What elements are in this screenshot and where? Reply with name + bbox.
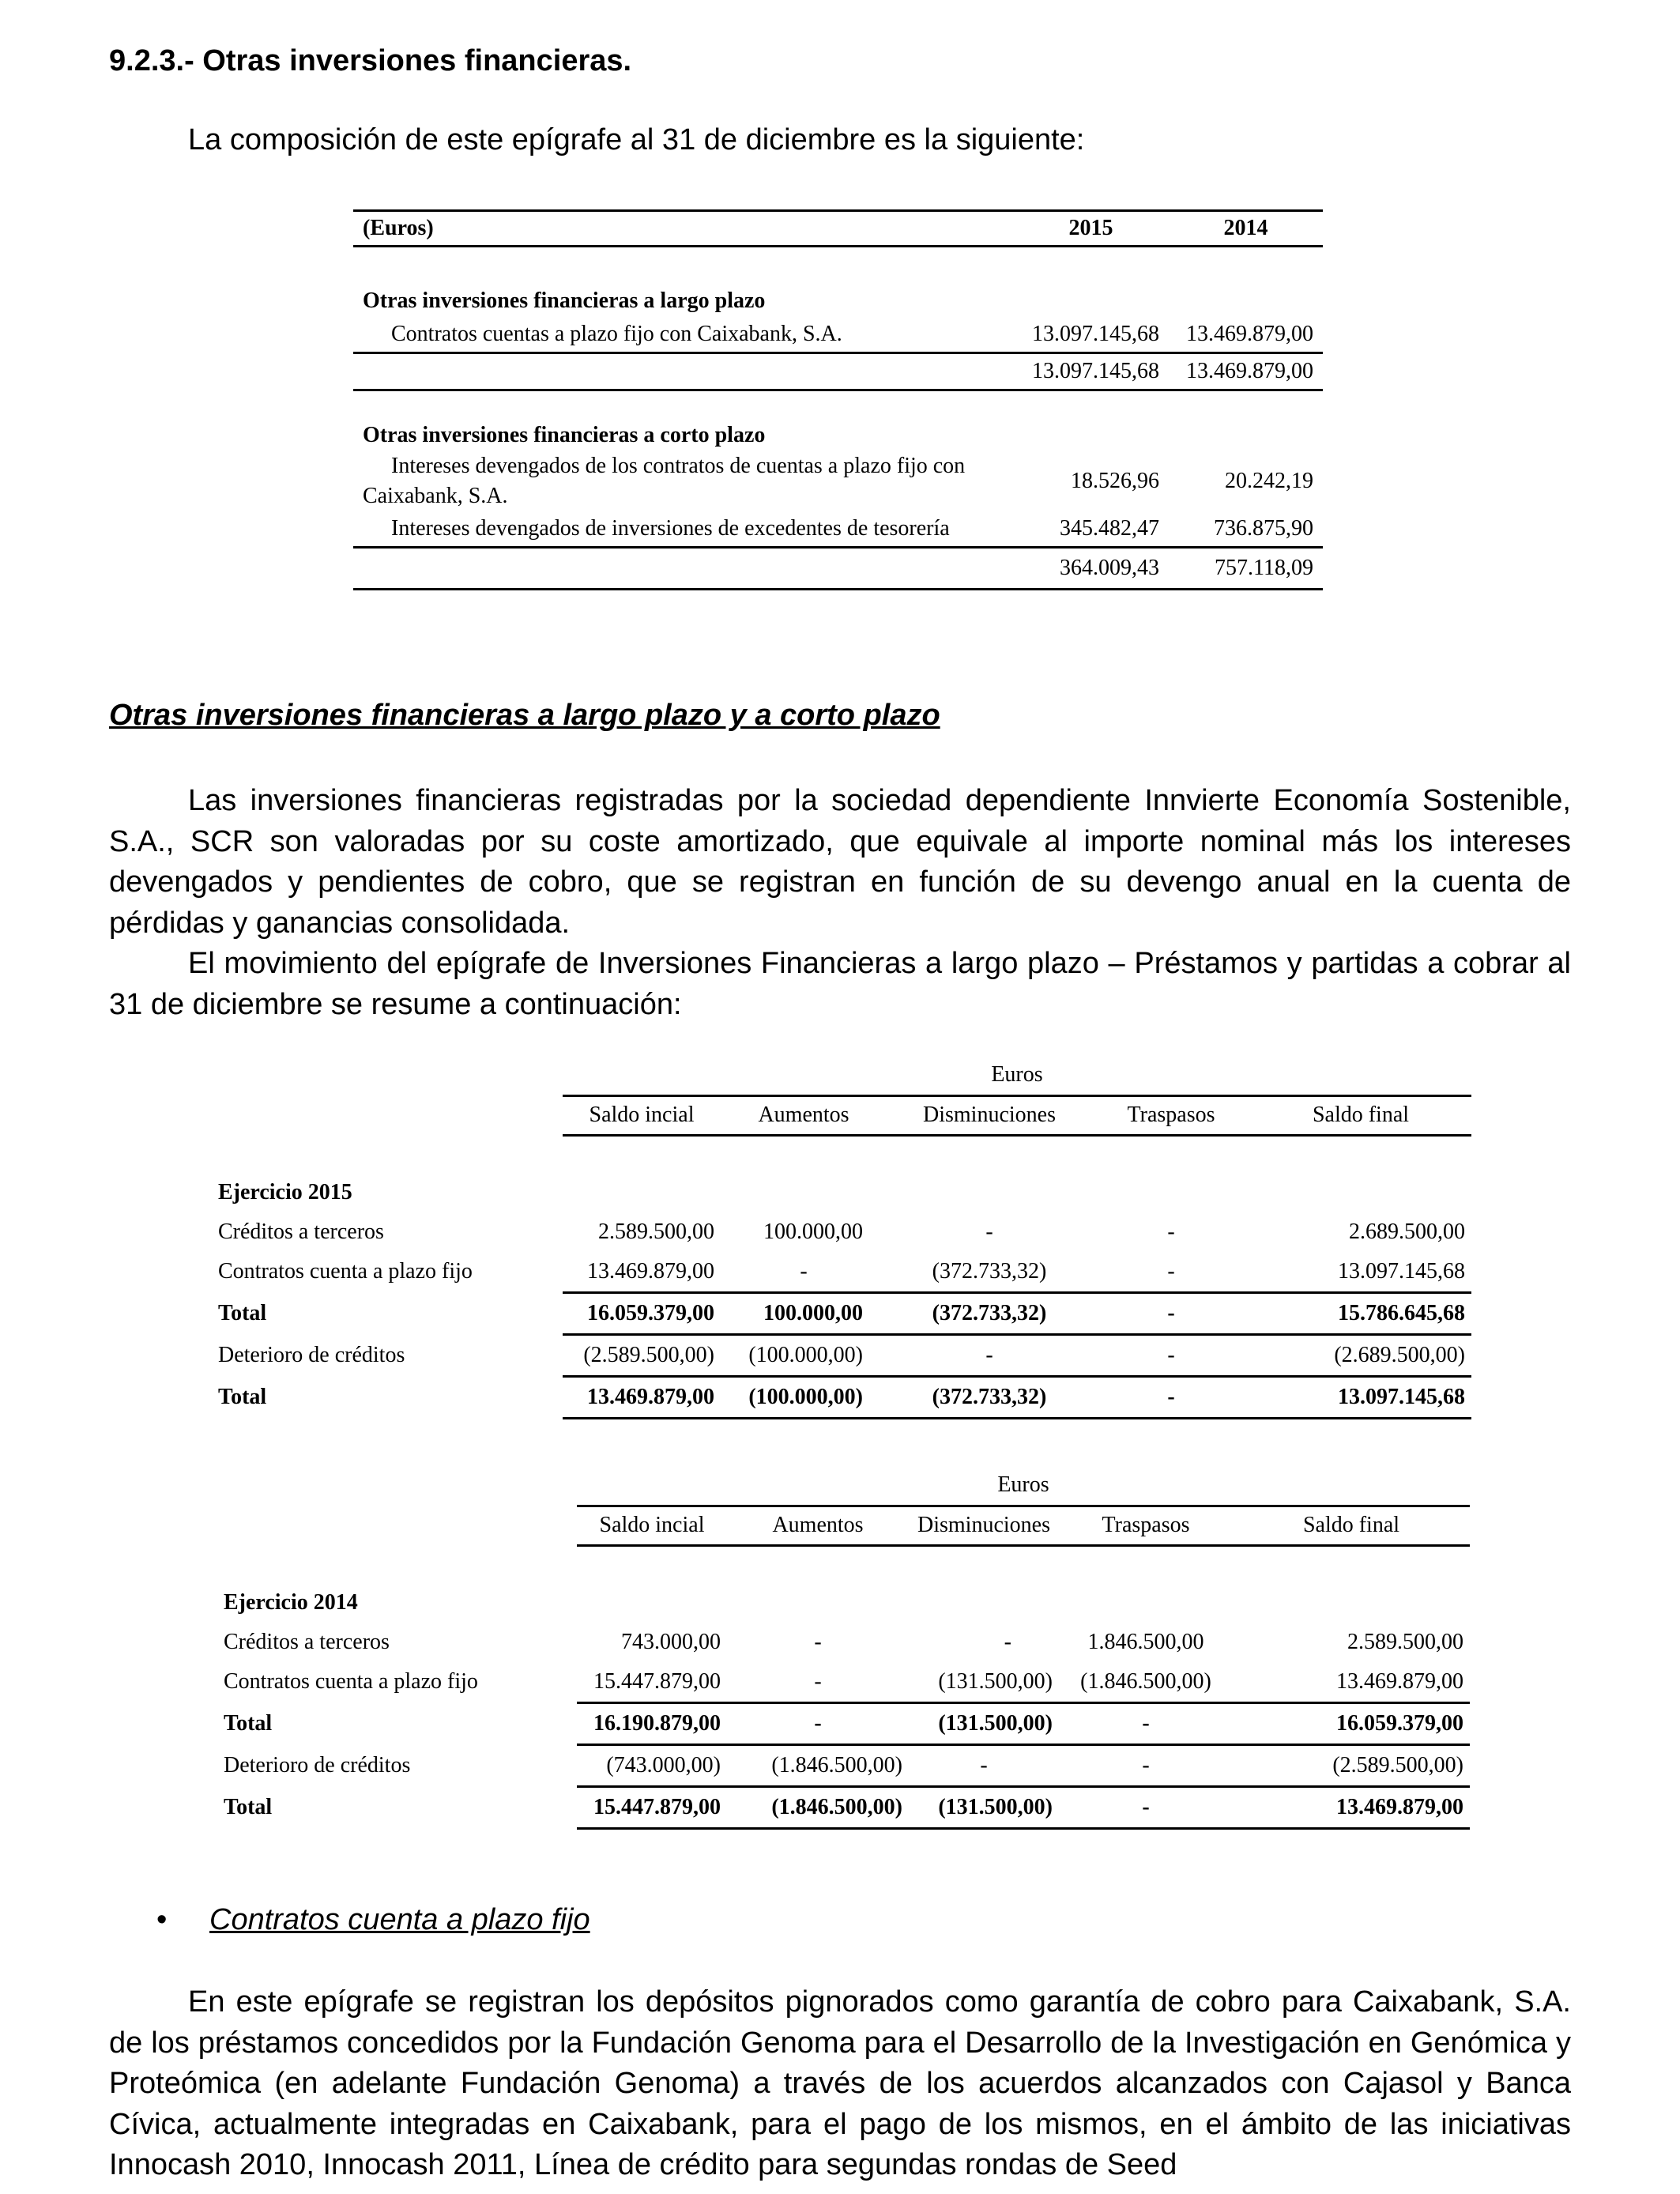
- table-row: [353, 415, 1323, 451]
- cell: -: [1092, 1252, 1250, 1293]
- table-row: [217, 1662, 1470, 1703]
- col-traspasos: Traspasos: [1059, 1506, 1233, 1545]
- table-row: [217, 1744, 1470, 1786]
- subsection-title: Otras inversiones financieras a largo plazo y a corto plazo: [109, 699, 940, 732]
- section-heading: 9.2.3.- Otras inversiones financieras.: [109, 44, 632, 77]
- row-label: Total: [218, 1384, 267, 1409]
- table-row: [353, 548, 1323, 590]
- cell: 2.589.500,00: [1347, 1629, 1463, 1654]
- table-row: [217, 1786, 1470, 1828]
- col-disminuciones: Disminuciones: [909, 1506, 1059, 1545]
- cell: 100.000,00: [721, 1292, 887, 1334]
- header-2015: 2015: [1013, 211, 1169, 247]
- cell: (131.500,00): [909, 1702, 1059, 1744]
- cell: (372.733,32): [887, 1376, 1092, 1418]
- cell: 13.469.879,00: [563, 1252, 721, 1293]
- row-label: Total: [224, 1710, 273, 1736]
- euros-header: Euros: [577, 1466, 1470, 1506]
- cell: 16.190.879,00: [577, 1702, 727, 1744]
- value-2014: 13.469.879,00: [1186, 322, 1313, 346]
- col-saldo-final: Saldo final: [1233, 1506, 1470, 1545]
- lp-title: Otras inversiones financieras a largo plazo: [363, 288, 766, 313]
- cell: 2.689.500,00: [1349, 1219, 1465, 1244]
- cell: (1.846.500,00): [1059, 1662, 1233, 1703]
- cell: -: [727, 1662, 909, 1703]
- col-saldo-inicial: Saldo incial: [563, 1095, 721, 1135]
- col-saldo-final: Saldo final: [1250, 1095, 1471, 1135]
- cell: -: [909, 1744, 1059, 1786]
- bullet-icon: •: [156, 1903, 168, 1936]
- row-label: Contratos cuenta a plazo fijo: [218, 1259, 473, 1284]
- intro-text: La composición de este epígrafe al 31 de diciembre es la siguiente:: [188, 123, 1085, 156]
- row-label: Contratos cuentas a plazo fijo con Caixabank, S.A.: [391, 322, 842, 346]
- cell: 13.097.145,68: [1250, 1252, 1471, 1293]
- composition-table: [353, 209, 1323, 590]
- table-row: [212, 1212, 1471, 1252]
- ejercicio-title: Ejercicio 2014: [224, 1589, 358, 1615]
- cell: 13.469.879,00: [563, 1376, 721, 1418]
- cell: -: [727, 1702, 909, 1744]
- paragraph: [109, 781, 1571, 1025]
- cell: 743.000,00: [621, 1629, 721, 1654]
- table-row: [217, 1702, 1470, 1744]
- cell: -: [814, 1629, 822, 1654]
- table-row: [212, 1376, 1471, 1418]
- cell: -: [1004, 1629, 1011, 1654]
- cell: 1.846.500,00: [1087, 1629, 1204, 1654]
- paragraph-3: En este epígrafe se registran los depósitos pignorados como garantía de cobro para Caixabank, S.A. de los préstamos concedidos por la Fundación Genoma para el Desarrollo de la Investigación en Genómica y Proteómica (en adelante Fundación Genoma) a través de los acuerdos alcanzados con Cajasol y Banca Cívica, actualmente integradas en Caixabank, para el pago de los mismos, en el ámbito de las iniciativas Innocash 2010, Innocash 2011, Línea de crédito para segundas rondas de Seed: [109, 1985, 1571, 2181]
- cell: (2.589.500,00): [1233, 1744, 1470, 1786]
- header-label: (Euros): [353, 211, 1013, 247]
- cell: 15.447.879,00: [577, 1786, 727, 1828]
- subtotal-2015: 13.097.145,68: [1013, 353, 1169, 390]
- table-row: [217, 1623, 1470, 1662]
- euros-header: Euros: [563, 1056, 1471, 1095]
- cell: (372.733,32): [887, 1252, 1092, 1293]
- cell: -: [887, 1334, 1092, 1376]
- table-row: [353, 271, 1323, 317]
- cell: (131.500,00): [909, 1786, 1059, 1828]
- cell: 15.786.645,68: [1250, 1292, 1471, 1334]
- value-2015: 13.097.145,68: [1032, 322, 1159, 346]
- cell: 15.447.879,00: [577, 1662, 727, 1703]
- cell: -: [1092, 1334, 1250, 1376]
- col-disminuciones: Disminuciones: [887, 1095, 1092, 1135]
- movement-table-2014: [217, 1466, 1470, 1830]
- row-label-line2: Caixabank, S.A.: [363, 484, 508, 508]
- table-header-row: [353, 211, 1323, 247]
- cell: (372.733,32): [887, 1292, 1092, 1334]
- table-row: [212, 1252, 1471, 1293]
- value-2015: 345.482,47: [1060, 516, 1159, 541]
- value-2015: 18.526,96: [1071, 469, 1159, 493]
- cell: 100.000,00: [763, 1219, 863, 1244]
- header-2014: 2014: [1169, 211, 1323, 247]
- row-label: Deterioro de créditos: [218, 1342, 405, 1367]
- cell: (1.846.500,00): [727, 1744, 909, 1786]
- row-label-line1: Intereses devengados de los contratos de cuentas a plazo fijo con: [391, 454, 966, 478]
- cell: -: [1059, 1702, 1233, 1744]
- cell: -: [1092, 1376, 1250, 1418]
- table-row: [212, 1334, 1471, 1376]
- subtotal-2015: 364.009,43: [1013, 548, 1169, 590]
- value-2014: 20.242,19: [1225, 469, 1313, 493]
- table-row: [212, 1292, 1471, 1334]
- table-row: [353, 353, 1323, 390]
- cell: -: [721, 1252, 887, 1293]
- table-row: [353, 451, 1323, 511]
- paragraph-1: Las inversiones financieras registradas por la sociedad dependiente Innvierte Economía Sostenible, S.A., SCR son valoradas por su coste amortizado, que equivale al importe nominal más los intereses devengados y pendientes de cobro, que se registran en función de su devengo anual en la cuenta de pérdidas y ganancias consolidada.: [109, 784, 1571, 940]
- cell: -: [1059, 1786, 1233, 1828]
- row-label: Créditos a terceros: [224, 1629, 390, 1654]
- row-label: Créditos a terceros: [218, 1219, 384, 1244]
- movement-table-2015: [212, 1056, 1471, 1419]
- table-row: [353, 317, 1323, 353]
- paragraph-2: El movimiento del epígrafe de Inversiones Financieras a largo plazo – Préstamos y partidas a cobrar al 31 de diciembre se resume a continuación:: [109, 947, 1571, 1021]
- cell: 13.469.879,00: [1233, 1786, 1470, 1828]
- cell: 2.589.500,00: [598, 1219, 714, 1244]
- cell: 16.059.379,00: [1233, 1702, 1470, 1744]
- value-2014: 736.875,90: [1214, 516, 1313, 541]
- row-label: Contratos cuenta a plazo fijo: [224, 1669, 478, 1695]
- cell: (131.500,00): [909, 1662, 1059, 1703]
- cell: (100.000,00): [721, 1334, 887, 1376]
- col-aumentos: Aumentos: [721, 1095, 887, 1135]
- row-label: Intereses devengados de inversiones de excedentes de tesorería: [391, 516, 950, 541]
- row-label: Deterioro de créditos: [224, 1752, 411, 1777]
- cell: (743.000,00): [577, 1744, 727, 1786]
- cell: -: [1092, 1292, 1250, 1334]
- row-label: Total: [224, 1794, 273, 1819]
- paragraph: [109, 1982, 1571, 2186]
- cell: 16.059.379,00: [563, 1292, 721, 1334]
- row-label: Total: [218, 1300, 267, 1325]
- cell: (2.589.500,00): [563, 1334, 721, 1376]
- cell: 13.097.145,68: [1250, 1376, 1471, 1418]
- cell: (2.689.500,00): [1250, 1334, 1471, 1376]
- subtotal-2014: 13.469.879,00: [1169, 353, 1323, 390]
- col-saldo-inicial: Saldo incial: [577, 1506, 727, 1545]
- cell: -: [1167, 1219, 1175, 1244]
- col-aumentos: Aumentos: [727, 1506, 909, 1545]
- cell: -: [1059, 1744, 1233, 1786]
- cell: (100.000,00): [721, 1376, 887, 1418]
- cp-title: Otras inversiones financieras a corto plazo: [363, 423, 766, 447]
- bullet-title: Contratos cuenta a plazo fijo: [209, 1903, 590, 1936]
- ejercicio-title: Ejercicio 2015: [218, 1179, 352, 1204]
- col-traspasos: Traspasos: [1092, 1095, 1250, 1135]
- cell: (1.846.500,00): [727, 1786, 909, 1828]
- cell: -: [985, 1219, 993, 1244]
- table-row: [353, 511, 1323, 548]
- cell: 13.469.879,00: [1233, 1662, 1470, 1703]
- subtotal-2014: 757.118,09: [1169, 548, 1323, 590]
